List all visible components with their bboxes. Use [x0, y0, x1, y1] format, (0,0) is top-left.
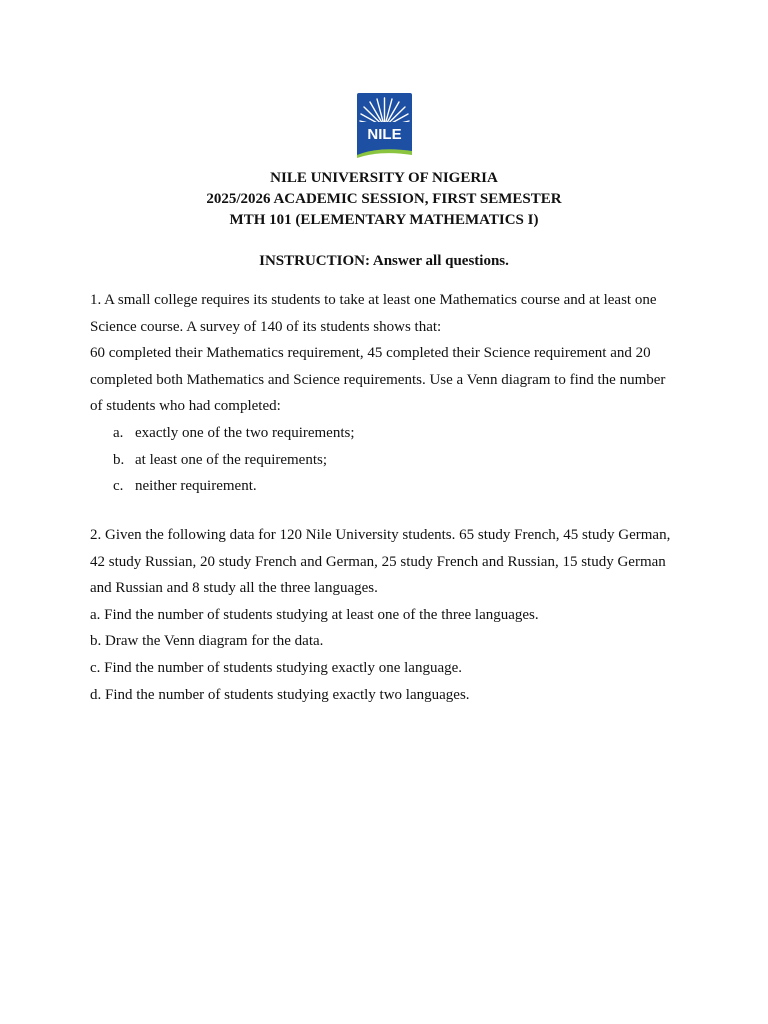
question-2-line: 2. Given the following data for 120 Nile University students. 65 study French, 45 study German,	[90, 527, 671, 543]
part-text: exactly one of the two requirements;	[135, 424, 355, 441]
question-2-line: 42 study Russian, 20 study French and German, 25 study French and Russian, 15 study German	[90, 553, 666, 570]
question-2-part-c: c. Find the number of students studying exactly one language.	[90, 659, 463, 676]
part-marker: b.	[113, 451, 125, 468]
question-1-line: Science course. A survey of 140 of its students shows that:	[90, 318, 442, 335]
question-1-line: of students who had completed:	[90, 398, 281, 415]
part-marker: a.	[113, 424, 124, 441]
question-1-line: 1. A small college requires its students to take at least one Mathematics course and at least one	[90, 292, 657, 308]
logo-text: NILE	[367, 126, 402, 143]
question-2-line: and Russian and 8 study all the three languages.	[90, 580, 378, 597]
question-1-part-c	[90, 473, 700, 500]
part-text: neither requirement.	[135, 478, 257, 495]
question-2-part-b: b. Draw the Venn diagram for the data.	[90, 633, 324, 650]
academic-session: 2025/2026 ACADEMIC SESSION, FIRST SEMESTER	[206, 191, 562, 207]
part-text: at least one of the requirements;	[135, 451, 328, 468]
question-1-line: completed both Mathematics and Science requirements. Use a Venn diagram to find the number	[90, 371, 666, 388]
question-1	[90, 287, 700, 500]
sunburst-logo-icon	[357, 93, 412, 161]
question-2-part-d: d. Find the number of students studying exactly two languages.	[90, 686, 470, 703]
question-1-part-b	[90, 447, 700, 474]
question-2	[90, 522, 700, 708]
question-2-part-a: a. Find the number of students studying at least one of the three languages.	[90, 606, 539, 623]
question-1-part-a	[90, 420, 700, 447]
instruction: INSTRUCTION: Answer all questions.	[259, 253, 509, 269]
exam-header	[0, 168, 768, 231]
university-name: NILE UNIVERSITY OF NIGERIA	[270, 170, 498, 186]
part-marker: c.	[113, 478, 124, 495]
question-1-line: 60 completed their Mathematics requirement, 45 completed their Science requirement and 20	[90, 345, 651, 362]
nile-university-logo	[357, 93, 412, 161]
course-title: MTH 101 (ELEMENTARY MATHEMATICS I)	[229, 212, 539, 228]
